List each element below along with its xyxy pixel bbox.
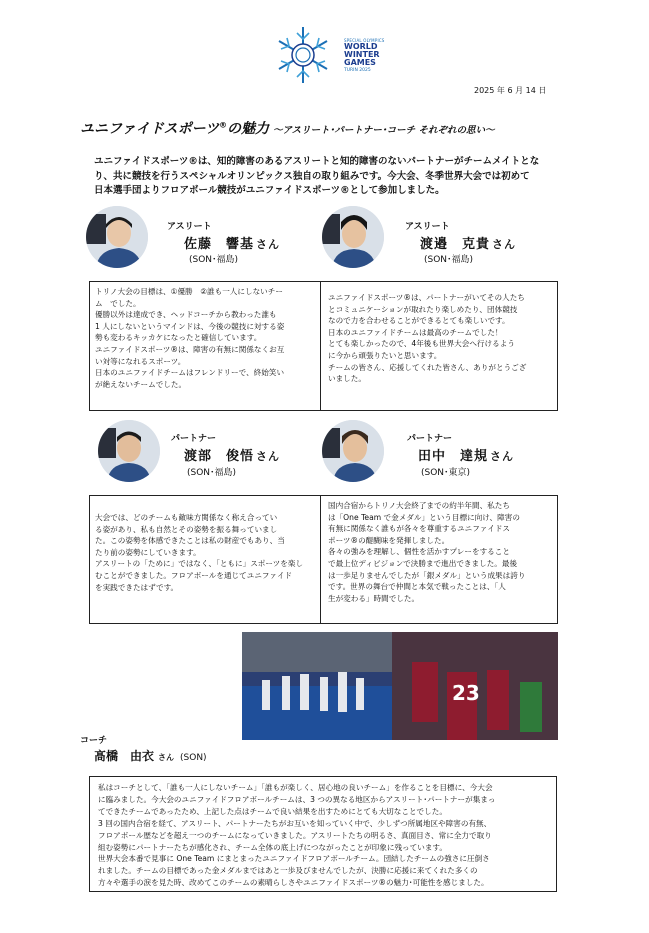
person-name-text: 佐藤 響基 xyxy=(184,237,255,252)
person-honorific: さん xyxy=(490,450,515,463)
comment-box xyxy=(320,495,558,624)
intro-line: り、共に競技を行うスペシャルオリンピックス独自の取り組みです。今大会、冬季世界大会では初めて xyxy=(94,170,530,182)
comment-line: 生が変わる」時間でした。 xyxy=(328,593,420,603)
comment-line: たり前の姿勢にしていきます。 xyxy=(95,547,201,557)
person-name xyxy=(184,445,280,464)
person-role: アスリート xyxy=(405,222,450,232)
comment-line: 有無に関係なく誰もが各々を尊重するユニファイドス xyxy=(328,524,511,534)
logo-line1: WORLD xyxy=(344,42,378,51)
comment-line: は「One Team で金メダル」という目標に向け、障害の xyxy=(328,512,520,522)
comment-line: 大会では、どのチームも敵味方関係なく称え合ってい xyxy=(95,513,278,522)
snowflake-logo-icon xyxy=(265,22,345,88)
title-main: ユニファイドスポーツ xyxy=(80,121,220,137)
comment-line: ム でした。 xyxy=(95,298,141,308)
comment-box xyxy=(89,495,321,624)
person-name xyxy=(420,233,516,252)
comment-line: 日本のユニファイドチームはフレンドリーで、終始笑い xyxy=(95,368,285,378)
comment-line: ポーツ®の醍醐味を発揮しました。 xyxy=(328,535,450,545)
comment-line: アスリートの「ために」ではなく、「ともに」スポーツを楽し xyxy=(95,559,304,569)
coach-name xyxy=(94,747,207,764)
person-name-text: 渡部 俊悟 xyxy=(184,449,255,464)
comment-line: を実践できたはずです。 xyxy=(95,582,179,592)
person-org: (SON･東京) xyxy=(421,468,471,478)
comment-line: 勢も変わるキッカケになったと確信しています。 xyxy=(95,333,262,343)
comment-line: ユニファイドスポーツ®は、障害の有無に関係なくお互 xyxy=(95,344,285,354)
title-main-tail: の魅力 xyxy=(227,121,270,137)
person-portrait-icon xyxy=(86,206,148,268)
person-name xyxy=(184,233,280,252)
comment-line: むことができました。フロアボールを通じてユニファイド xyxy=(95,570,293,580)
logo-org: SPECIAL OLYMPICS xyxy=(344,38,385,43)
person-org: (SON･福島) xyxy=(424,255,474,265)
coach-honorific: さん xyxy=(158,753,175,762)
title-reg: ® xyxy=(219,120,228,130)
person-portrait-icon xyxy=(98,420,160,482)
avatar xyxy=(322,420,384,482)
avatar xyxy=(98,420,160,482)
comment-line: とても楽しかったので、4年後も世界大会へ行けるよう xyxy=(328,339,515,349)
comment-line: 世界大会本番で見事に One Team にまとまったユニファイドフロアボールチーム。団結したチームの強さに圧倒さ xyxy=(98,854,490,864)
coach-name-text: 髙橋 由衣 xyxy=(94,749,155,763)
comment-line: いました。 xyxy=(328,374,366,384)
svg-text:23: 23 xyxy=(452,681,480,705)
title-subtitle: ～アスリート･パートナー･コーチ それぞれの思い～ xyxy=(273,125,495,136)
comment-line: 1 人にしないというマインドは、今後の競技に対する姿 xyxy=(95,321,285,331)
document-date: 2025 年 6 月 14 日 xyxy=(474,86,547,95)
person-honorific: さん xyxy=(256,238,281,251)
person-role: パートナー xyxy=(407,434,453,444)
comment-line: た。この姿勢を体感できたことは私の財産でもあり、当 xyxy=(95,536,285,546)
avatar xyxy=(86,206,148,268)
comment-line: に今から頑張りたいと思います。 xyxy=(328,350,442,360)
person-portrait-icon xyxy=(322,420,384,482)
comment-line: 3 回の国内合宿を経て、アスリート、パートナーたちがお互いを知っていく中で、少しずつ所属地区や障害の有無、 xyxy=(98,818,492,828)
logo-line3: GAMES xyxy=(344,58,376,67)
person-honorific: さん xyxy=(256,450,281,463)
person-name-text: 田中 達規 xyxy=(418,449,489,464)
comment-line: 日本のユニファイドチームは最高のチームでした！ xyxy=(328,327,503,337)
person-honorific: さん xyxy=(492,238,517,251)
intro-line: ユニファイドスポーツ®は、知的障害のあるアスリートと知的障害のないパートナーがチームメイトとな xyxy=(94,156,540,167)
coach-comment-box xyxy=(89,776,557,892)
intro-line: 日本選手団よりフロアボール競技がユニファイドスポーツ®として参加しました。 xyxy=(94,185,445,196)
logo-line2: WINTER xyxy=(344,50,380,59)
comment-line: が絶えないチームでした。 xyxy=(95,379,187,389)
logo-wordmark xyxy=(344,38,404,73)
person-role: パートナー xyxy=(171,434,217,444)
comment-line: です。世界の舞台で仲間と本気で戦ったことは、「人 xyxy=(328,582,506,592)
comment-line: に臨みました。今大会のユニファイドフロアボールチームは、3 つの異なる地区からアスリート･パートナーが集まっ xyxy=(98,794,496,804)
comment-box xyxy=(320,281,558,411)
comment-line: れました。チームの目標であった金メダルまではあと一歩及びませんでしたが、決勝に応援に来てくれた多くの xyxy=(98,866,478,876)
comment-line: てできたチームであったため、上記した点はチームで良い結果を出すためにとても大切なことでした。 xyxy=(98,806,447,816)
comment-line: 国内合宿からトリノ大会終了までの約半年間、私たち xyxy=(328,501,510,510)
comment-line: チームの皆さん、応援してくれた皆さん、ありがとうござ xyxy=(328,362,527,372)
comment-line: 方々や選手の涙を見た時、改めてこのチームの素晴らしさやユニファイドスポーツ®の魅力･可能性を感じました。 xyxy=(98,878,489,888)
avatar xyxy=(322,206,384,268)
person-org: (SON･福島) xyxy=(189,255,239,265)
comment-box xyxy=(89,281,321,411)
person-portrait-icon xyxy=(322,206,384,268)
logo-city: TURIN 2025 xyxy=(344,68,371,73)
comment-line: なので力を合わせることができるとても楽しいです。 xyxy=(328,316,510,326)
team-photo-image xyxy=(242,632,558,740)
comment-line: 優勝以外は達成でき、ヘッドコーチから教わった誰も xyxy=(95,310,277,320)
person-name-text: 渡邉 克貴 xyxy=(420,237,491,252)
person-name xyxy=(418,445,514,464)
person-org: (SON･福島) xyxy=(187,468,237,478)
comment-line: は一歩足りませんでしたが「銀メダル」という成果は誇り xyxy=(328,570,526,580)
coach-org: (SON) xyxy=(180,753,207,763)
coach-role: コーチ xyxy=(80,736,108,746)
comment-line: ユニファイドスポーツ®は、パートナーがいてその人たち xyxy=(328,293,525,302)
comment-line: 組む姿勢にパートナーたちが感化され、チーム全体の底上げにつながったことが印象に残っています。 xyxy=(98,842,448,852)
comment-line: 各々の強みを理解し、個性を活かすプレーをすること xyxy=(328,547,510,557)
comment-line: トリノ大会の目標は、①優勝 ②誰も一人にしないチー xyxy=(95,287,283,296)
comment-line: フロアボール歴などを超え一つのチームになっていきました。アスリートたちの明るさ、真面目さ、常に全力で取り xyxy=(98,830,492,840)
comment-line: い対等になれるスポーツ。 xyxy=(95,356,186,366)
comment-line: で最上位ディビジョンで決勝まで進出できました。最後 xyxy=(328,558,518,568)
comment-line: 私はコーチとして、「誰も一人にしないチーム」「誰もが楽しく、居心地の良いチーム」を作ることを目標に、今大会 xyxy=(98,783,493,792)
page-title xyxy=(80,118,494,138)
person-role: アスリート xyxy=(167,222,212,232)
intro-paragraph xyxy=(94,155,556,199)
team-photo xyxy=(242,632,558,740)
comment-line: とコミュニケーションが取れたり楽しめたり、団体競技 xyxy=(328,304,518,314)
comment-line: る姿があり、私も自然とその姿勢を振る舞っていまし xyxy=(95,524,278,534)
